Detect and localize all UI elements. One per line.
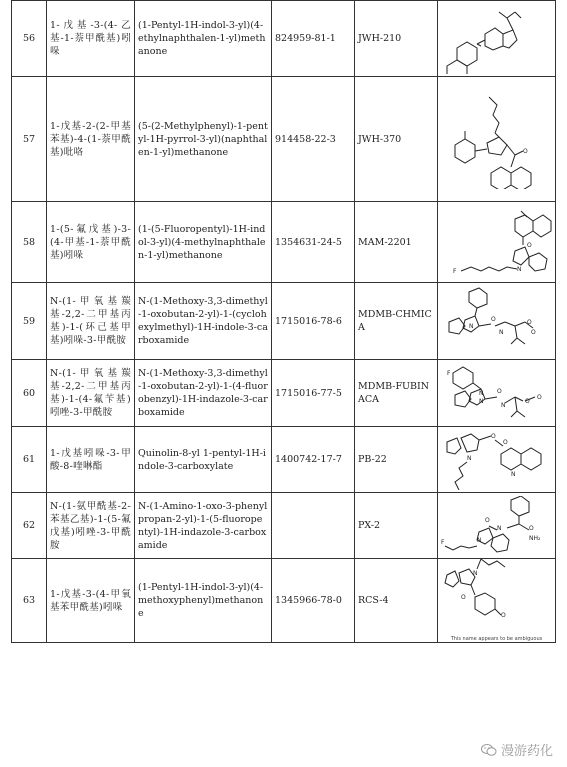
svg-text:N: N xyxy=(479,397,484,405)
molecular-structure-image xyxy=(441,559,553,636)
wechat-icon xyxy=(481,743,497,757)
english-name: N-(1-Amino-1-oxo-3-phenylpropan-2-yl)-1-(5-fluoropentyl)-1H-indazole-3-carboxamide xyxy=(135,493,272,559)
cas-number: 1715016-78-6 xyxy=(272,283,355,360)
svg-text:O: O xyxy=(523,148,528,155)
svg-text:NH₂: NH₂ xyxy=(529,534,541,542)
structure-cell xyxy=(438,360,556,427)
structure-cell xyxy=(438,493,556,559)
common-name: PX-2 xyxy=(355,493,438,559)
svg-text:O: O xyxy=(537,393,542,401)
structure-cell xyxy=(438,427,556,493)
svg-text:O: O xyxy=(531,328,536,336)
svg-text:F: F xyxy=(441,538,445,546)
svg-text:F: F xyxy=(447,369,451,377)
english-name: N-(1-Methoxy-3,3-dimethyl-1-oxobutan-2-yl)-1-(cyclohexylmethyl)-1H-indole-3-carboxamide xyxy=(135,283,272,360)
chinese-name: 1-(5-氟戊基)-3-(4-甲基-1-萘甲酰基)吲哚 xyxy=(47,202,135,283)
english-name: (1-(5-Fluoropentyl)-1H-indol-3-yl)(4-methylnaphthalen-1-yl)methanone xyxy=(135,202,272,283)
table-row xyxy=(12,202,556,283)
cas-number: 1715016-77-5 xyxy=(272,360,355,427)
cas-number: 1400742-17-7 xyxy=(272,427,355,493)
common-name: PB-22 xyxy=(355,427,438,493)
molecular-structure-image xyxy=(441,363,553,424)
cas-number: 914458-22-3 xyxy=(272,77,355,202)
svg-text:O: O xyxy=(525,397,530,405)
molecular-structure-image xyxy=(441,4,553,74)
table-row xyxy=(12,559,556,643)
common-name: MAM-2201 xyxy=(355,202,438,283)
svg-text:O: O xyxy=(491,315,496,323)
table-row xyxy=(12,283,556,360)
table-row xyxy=(12,493,556,559)
common-name: RCS-4 xyxy=(355,559,438,643)
chinese-name: 1-戊基-2-(2-甲基苯基)-4-(1-萘甲酰基)吡咯 xyxy=(47,77,135,202)
molecular-structure-image xyxy=(441,496,553,556)
watermark xyxy=(481,740,553,759)
table-row xyxy=(12,1,556,77)
row-number: 60 xyxy=(12,360,47,427)
cas-number: 1354631-24-5 xyxy=(272,202,355,283)
table-row xyxy=(12,77,556,202)
row-number: 59 xyxy=(12,283,47,360)
svg-text:O: O xyxy=(485,516,490,524)
row-number: 61 xyxy=(12,427,47,493)
row-number: 58 xyxy=(12,202,47,283)
substance-table xyxy=(11,0,556,643)
english-name: (5-(2-Methylphenyl)-1-pentyl-1H-pyrrol-3-yl)(naphthalen-1-yl)methanone xyxy=(135,77,272,202)
svg-text:N: N xyxy=(473,570,478,577)
cas-number: 1345966-78-0 xyxy=(272,559,355,643)
svg-text:N: N xyxy=(469,322,474,330)
svg-text:N: N xyxy=(497,524,502,532)
common-name: JWH-210 xyxy=(355,1,438,77)
svg-text:O: O xyxy=(503,438,508,446)
table-row xyxy=(12,427,556,493)
structure-cell xyxy=(438,1,556,77)
common-name: MDMB-FUBINACA xyxy=(355,360,438,427)
svg-text:N: N xyxy=(511,470,516,478)
chinese-name: N-(1-氨甲酰基-2-苯基乙基)-1-(5-氟戊基)吲唑-3-甲酰胺 xyxy=(47,493,135,559)
chinese-name: 1-戊基吲哚-3-甲酸-8-喹啉酯 xyxy=(47,427,135,493)
svg-text:O: O xyxy=(527,241,532,249)
english-name: (1-Pentyl-1H-indol-3-yl)(4-ethylnaphthalen-1-yl)methanone xyxy=(135,1,272,77)
svg-text:N: N xyxy=(499,328,504,336)
svg-text:N: N xyxy=(477,536,482,544)
chinese-name: 1-戊基-3-(4-乙基-1-萘甲酰基)吲哚 xyxy=(47,1,135,77)
svg-text:O: O xyxy=(497,387,502,395)
molecular-structure-image xyxy=(441,89,553,189)
structure-cell xyxy=(438,283,556,360)
chinese-name: 1-戊基-3-(4-甲氧基苯甲酰基)吲哚 xyxy=(47,559,135,643)
svg-text:N: N xyxy=(501,401,506,409)
svg-text:O: O xyxy=(501,612,506,619)
chinese-name: N-(1-甲氧基羰基-2,2-二甲基丙基)-1-(4-氟苄基)吲唑-3-甲酰胺 xyxy=(47,360,135,427)
cas-number: 824959-81-1 xyxy=(272,1,355,77)
molecular-structure-image xyxy=(441,286,553,357)
svg-text:N: N xyxy=(479,389,484,397)
structure-cell xyxy=(438,202,556,283)
row-number: 62 xyxy=(12,493,47,559)
row-number: 56 xyxy=(12,1,47,77)
svg-text:F: F xyxy=(453,267,457,275)
structure-cell xyxy=(438,77,556,202)
svg-text:N: N xyxy=(467,454,472,462)
english-name: (1-Pentyl-1H-indol-3-yl)(4-methoxyphenyl)methanone xyxy=(135,559,272,643)
row-number: 57 xyxy=(12,77,47,202)
molecular-structure-image xyxy=(441,430,553,490)
svg-text:O: O xyxy=(529,524,534,532)
structure-note: This name appears to be ambiguous xyxy=(450,636,543,642)
structure-cell xyxy=(438,559,556,643)
molecular-structure-image xyxy=(441,205,553,280)
english-name: Quinolin-8-yl 1-pentyl-1H-indole-3-carboxylate xyxy=(135,427,272,493)
svg-text:N: N xyxy=(517,265,522,273)
common-name: MDMB-CHMICA xyxy=(355,283,438,360)
chinese-name: N-(1-甲氧基羰基-2,2-二甲基丙基)-1-(环己基甲基)吲哚-3-甲酰胺 xyxy=(47,283,135,360)
svg-text:O: O xyxy=(527,318,532,326)
row-number: 63 xyxy=(12,559,47,643)
english-name: N-(1-Methoxy-3,3-dimethyl-1-oxobutan-2-yl)-1-(4-fluorobenzyl)-1H-indazole-3-carboxamide xyxy=(135,360,272,427)
cas-number xyxy=(272,493,355,559)
watermark-text: 漫游药化 xyxy=(500,744,553,759)
common-name: JWH-370 xyxy=(355,77,438,202)
svg-text:O: O xyxy=(491,432,496,440)
table-row xyxy=(12,360,556,427)
svg-text:O: O xyxy=(461,594,466,601)
